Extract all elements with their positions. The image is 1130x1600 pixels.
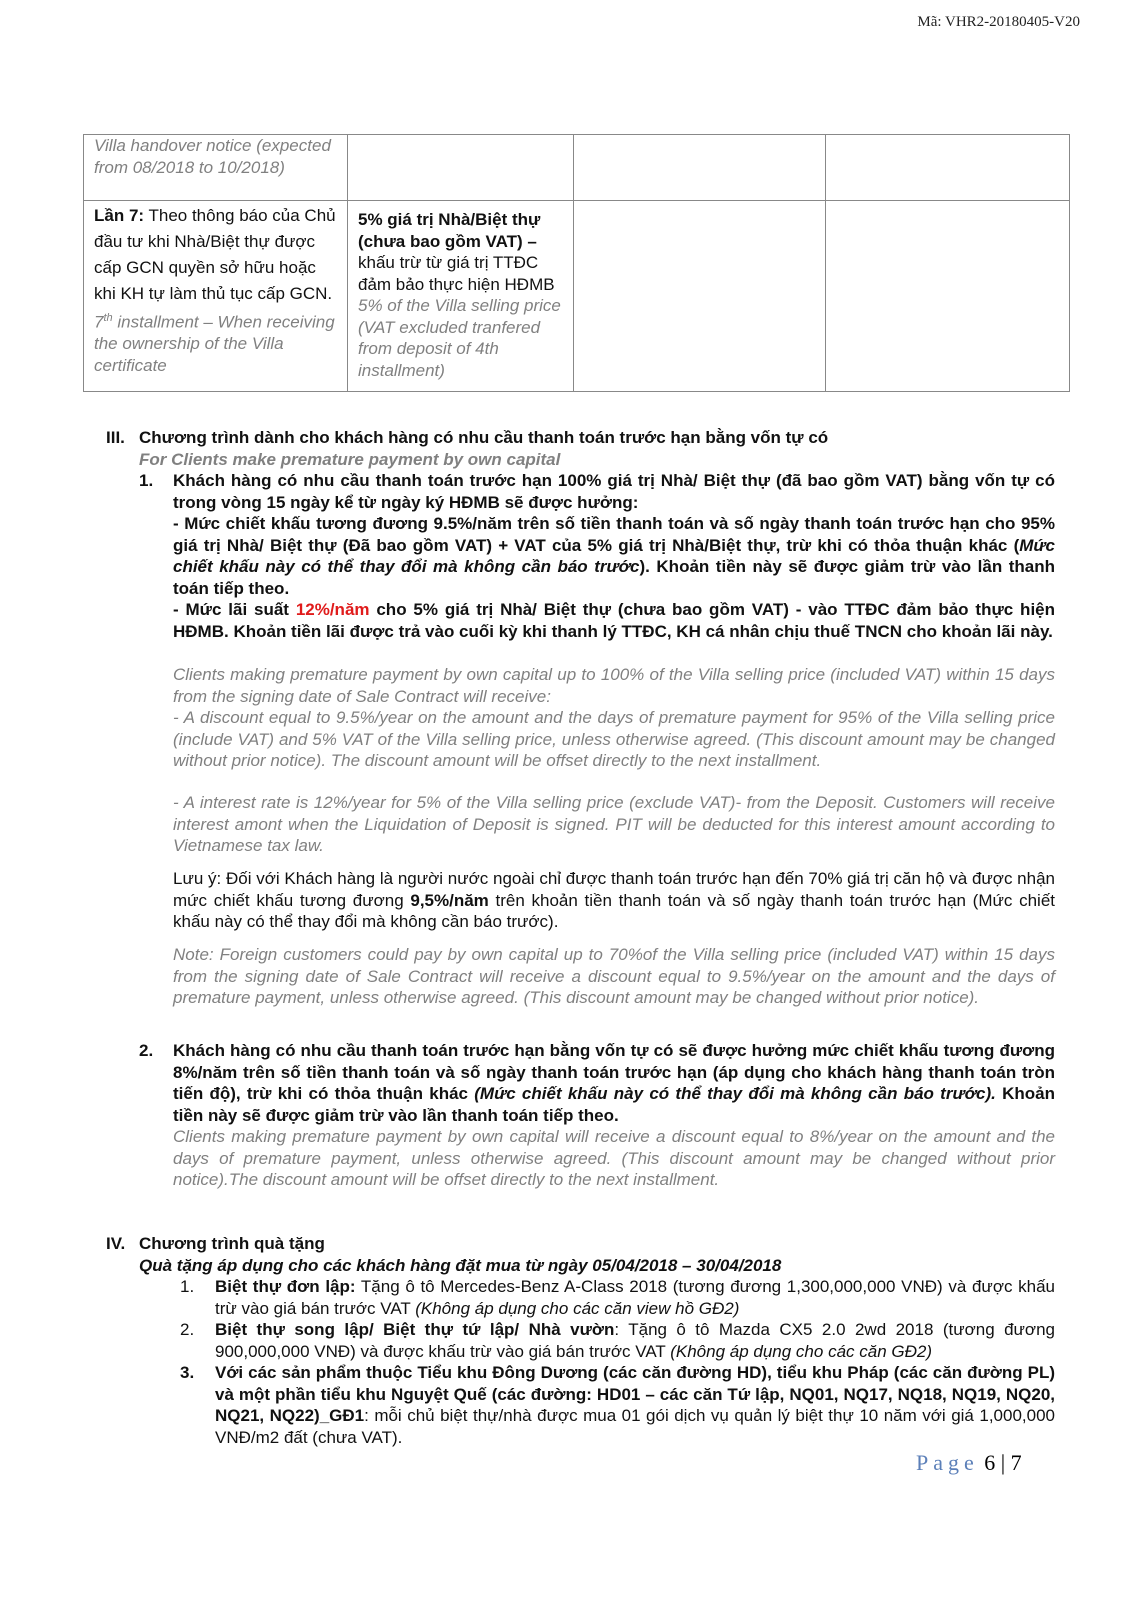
discount-text-end: ). Khoản tiền này sẽ được giảm trừ vào lần thanh toán tiếp theo. bbox=[173, 557, 1055, 598]
gift-item-note: (Không áp dụng cho các căn GĐ2) bbox=[670, 1341, 932, 1361]
document-code: Mã: VHR2-20180405-V20 bbox=[917, 14, 1080, 30]
item-3-1-note-en: Note: Foreign customers could pay by own capital up to 70%of the Villa selling price (included VAT) within 15 days from the signing date of Sale Contract will receive a discount equal to 9.5%/year on the amount and the days of premature payment, unless otherwise agreed. (This discount amount may be changed without prior notice). bbox=[173, 945, 1055, 1007]
gift-item-number: 1. bbox=[180, 1277, 195, 1296]
payment-schedule-table bbox=[83, 134, 1070, 392]
item-3-2-en: Clients making premature payment by own capital will receive a discount equal to 8%/year on the amount and the days of premature payment, unless otherwise agreed. (This discount amount may be changed without prior notice).The discount amount will be offset directly to the next installment. bbox=[173, 1127, 1055, 1189]
section-3-number: III. bbox=[106, 428, 125, 447]
installment-7-text: Theo thông báo của Chủ đầu tư khi Nhà/Biệt thự được cấp GCN quyền sở hữu hoặc khi KH tự làm thủ tục cấp GCN. bbox=[94, 206, 336, 303]
item-3-1-vi-intro: Khách hàng có nhu cầu thanh toán trước hạn 100% giá trị Nhà/ Biệt thự (đã bao gồm VAT) bằng vốn tự có trong vòng 15 ngày kể từ ngày ký HĐMB sẽ được hưởng: bbox=[173, 471, 1055, 512]
note-rate: 9,5%/năm bbox=[410, 890, 489, 910]
note-text: Lưu ý: Đối với Khách hàng là người nước ngoài chỉ được thanh toán trước hạn đến 70% giá trị căn hộ và được nhận mức chiết khấu tương đương bbox=[173, 869, 1055, 910]
item-3-1-en-discount: - A discount equal to 9.5%/year on the amount and the days of premature payment for 95% of the Villa selling price (include VAT) and 5% VAT of the Villa selling price, unless otherwise agreed. (This discount amount may be changed without prior notice). The discount amount will be offset directly to the next installment. bbox=[173, 708, 1055, 770]
item-3-1-note-vi bbox=[173, 868, 1055, 933]
gift-item bbox=[215, 1319, 1055, 1362]
section-3-subtitle-en: For Clients make premature payment by own capital bbox=[139, 450, 561, 469]
note-text-end: trên khoản tiền thanh toán và số ngày thanh toán trước hạn (Mức chiết khấu này có thể thay đổi mà không cần báo trước). bbox=[173, 890, 1055, 931]
installment-7-en-text: installment – When receiving the ownership of the Villa certificate bbox=[94, 312, 335, 375]
item-3-1-number: 1. bbox=[139, 471, 154, 490]
gift-item-text: Tặng ô tô Mercedes-Benz A-Class 2018 (tương đương 1,300,000,000 VNĐ) và được khấu trừ vào giá bán trước VAT bbox=[215, 1277, 1055, 1318]
gift-item bbox=[215, 1276, 1055, 1319]
gift-item-text: : Tặng ô tô Mazda CX5 2.0 2wd 2018 (tương đương 900,000,000 VNĐ) và được khấu trừ vào giá bán trước VAT bbox=[215, 1320, 1055, 1361]
installment-7-en-sup: th bbox=[103, 312, 113, 324]
page-word: Page bbox=[916, 1450, 979, 1475]
table-cell bbox=[574, 135, 826, 201]
installment-7-en bbox=[94, 308, 337, 376]
item-3-2-italic: (Mức chiết khấu này có thể thay đổi mà không cần báo trước). bbox=[474, 1084, 996, 1103]
table-cell bbox=[84, 201, 348, 392]
item-3-1-vi-discount bbox=[173, 513, 1055, 599]
gift-item bbox=[215, 1362, 1055, 1448]
gift-item-title: Biệt thự đơn lập: bbox=[215, 1277, 356, 1296]
item-3-1-en-intro: Clients making premature payment by own capital up to 100% of the Villa selling price (included VAT) within 15 days from the signing date of Sale Contract will receive: bbox=[173, 665, 1055, 706]
installment-7-deduction: khấu trừ từ giá trị TTĐC đảm bảo thực hiện HĐMB bbox=[358, 253, 555, 294]
interest-text: - Mức lãi suất bbox=[173, 600, 296, 619]
item-3-2-vi bbox=[173, 1040, 1055, 1126]
item-3-2-number: 2. bbox=[139, 1041, 154, 1060]
section-3-title: Chương trình dành cho khách hàng có nhu cầu thanh toán trước hạn bằng vốn tự có bbox=[139, 428, 829, 447]
table-cell bbox=[348, 201, 574, 392]
gift-item-text: : mỗi chủ biệt thự/nhà được mua 01 gói dịch vụ quản lý biệt thự 10 năm với giá 1,000,000 VNĐ/m2 đất (chưa VAT). bbox=[215, 1406, 1056, 1447]
section-4-subtitle: Quà tặng áp dụng cho các khách hàng đặt mua từ ngày 05/04/2018 – 30/04/2018 bbox=[139, 1256, 782, 1275]
item-3-2-text-end: Khoản tiền này sẽ được giảm trừ vào lần thanh toán tiếp theo. bbox=[173, 1084, 1055, 1125]
page-count: 6 | 7 bbox=[984, 1450, 1022, 1475]
installment-7-amount-en: 5% of the Villa selling price (VAT excluded tranfered from deposit of 4th installment) bbox=[358, 296, 561, 380]
gift-item-number: 2. bbox=[180, 1320, 195, 1339]
installment-7-en-num: 7 bbox=[94, 312, 104, 332]
item-3-1-en-interest: - A interest rate is 12%/year for 5% of the Villa selling price (exclude VAT)- from the Deposit. Customers will receive interest amont when the Liquidation of Deposit is signed. PIT will be deducted for this interest amount according to Vietnamese tax law. bbox=[173, 793, 1055, 855]
gift-item-note: (Không áp dụng cho các căn view hồ GĐ2) bbox=[415, 1298, 740, 1318]
installment-7-vi bbox=[94, 203, 337, 307]
table-cell bbox=[826, 201, 1070, 392]
section-4-title: Chương trình quà tặng bbox=[139, 1234, 325, 1253]
installment-7-label: Lần 7: bbox=[94, 206, 145, 225]
interest-text-end: cho 5% giá trị Nhà/ Biệt thự (chưa bao gồm VAT) - vào TTĐC đảm bảo thực hiện HĐMB. Khoản tiền lãi được trả vào cuối kỳ khi thanh lý TTĐC, KH cá nhân chịu thuế TNCN cho khoản lãi này. bbox=[173, 600, 1056, 641]
installment-7-amount: 5% giá trị Nhà/Biệt thự (chưa bao gồm VAT) – bbox=[358, 210, 541, 251]
gift-item-number: 3. bbox=[180, 1363, 195, 1382]
table-row bbox=[84, 135, 1070, 201]
section-4-number: IV. bbox=[106, 1234, 126, 1253]
table-cell bbox=[574, 201, 826, 392]
handover-notice-en: Villa handover notice (expected from 08/2018 to 10/2018) bbox=[94, 136, 331, 177]
gift-item-title: Với các sản phẩm thuộc Tiểu khu Đông Dương (các căn đường HD), tiểu khu Pháp (các căn đường PL) và một phần tiểu khu Nguyệt Quế (các đường: HD01 – các căn Tứ lập, NQ01, NQ17, NQ18, NQ19, NQ20, NQ21, NQ22)_GĐ1 bbox=[215, 1363, 1055, 1425]
table-cell bbox=[826, 135, 1070, 201]
table-cell bbox=[348, 135, 574, 201]
page-number bbox=[916, 1450, 1022, 1476]
table-cell bbox=[84, 135, 348, 201]
table-row bbox=[84, 201, 1070, 392]
item-3-2-text: Khách hàng có nhu cầu thanh toán trước hạn bằng vốn tự có sẽ được hưởng mức chiết khấu tương đương 8%/năm trên số tiền thanh toán và số ngày thanh toán trước hạn (áp dụng cho khách hàng thanh toán tròn tiến độ), trừ khi có thỏa thuận khác bbox=[173, 1041, 1055, 1103]
interest-rate: 12%/năm bbox=[295, 600, 370, 619]
discount-italic: Mức chiết khấu này có thể thay đổi mà không cần báo trước bbox=[173, 535, 1055, 576]
item-3-1-vi-interest bbox=[173, 599, 1055, 642]
discount-text: - Mức chiết khấu tương đương 9.5%/năm trên số tiền thanh toán và số ngày thanh toán trước hạn cho 95% giá trị Nhà/ Biệt thự (Đã bao gồm VAT) + VAT của 5% giá trị Nhà/Biệt thự, trừ khi có thỏa thuận khác ( bbox=[173, 514, 1055, 555]
gift-item-title: Biệt thự song lập/ Biệt thự tứ lập/ Nhà vườn bbox=[215, 1320, 615, 1339]
